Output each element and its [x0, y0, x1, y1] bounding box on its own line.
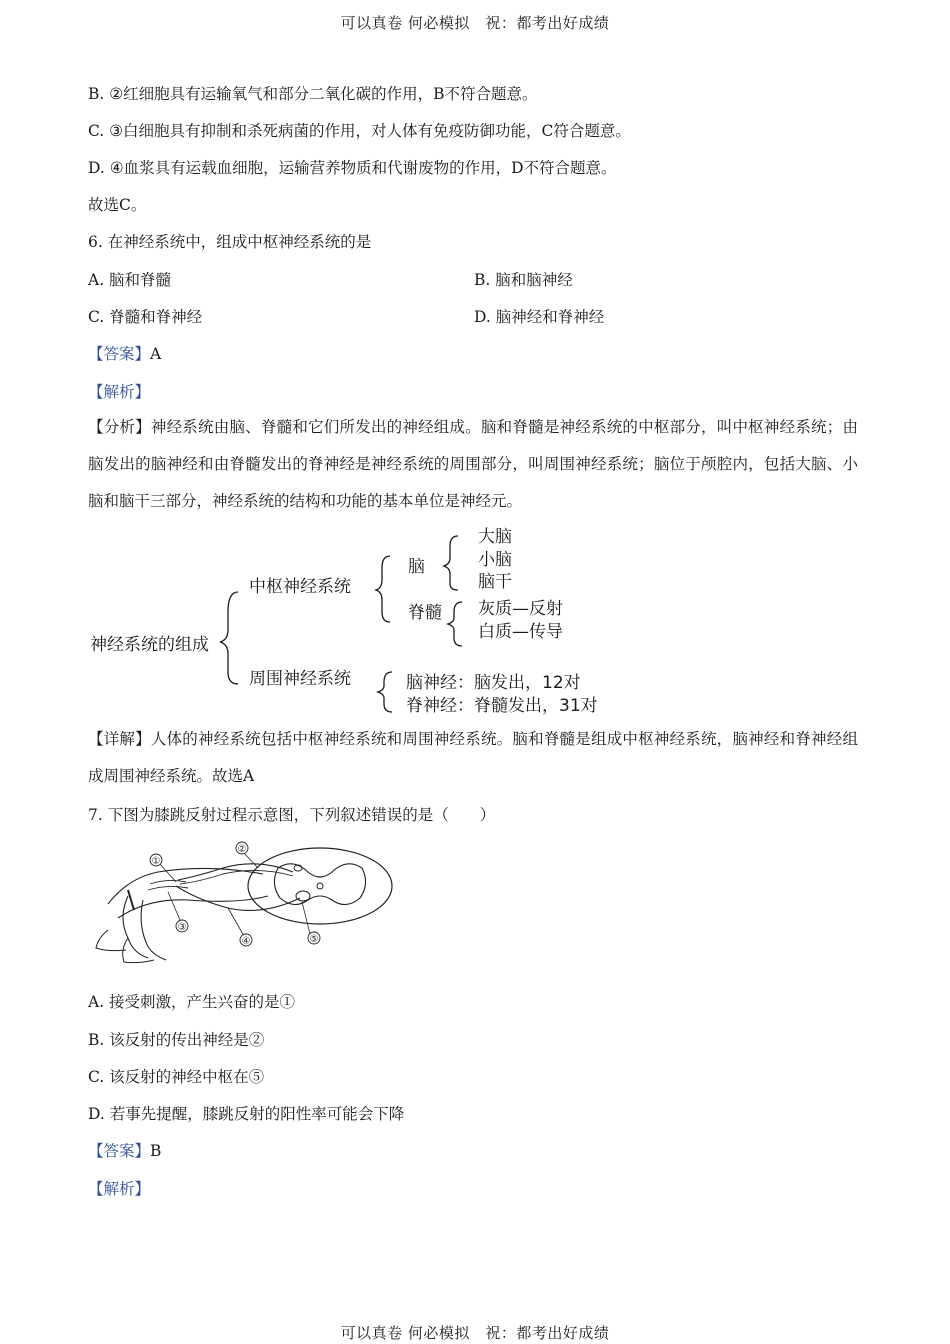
diagram-root: 神经系统的组成 — [90, 635, 209, 655]
diagram-spinal-part: 灰质—反射 — [478, 599, 563, 619]
q7-answer — [88, 1139, 161, 1161]
diagram-peripheral: 周围神经系统 — [249, 669, 351, 689]
figure-label: ① — [151, 856, 161, 867]
analysis-tag: 【解析】 — [88, 1180, 151, 1198]
q6-option-a: A. 脑和脊髓 — [88, 271, 172, 289]
analysis-tag: 【解析】 — [88, 383, 151, 401]
q6-option-b: B. 脑和脑神经 — [474, 271, 573, 289]
prev-option-b: B. ②红细胞具有运输氧气和部分二氧化碳的作用，B不符合题意。 — [88, 85, 538, 103]
q6-answer — [88, 342, 161, 364]
q6-stem: 6. 在神经系统中，组成中枢神经系统的是 — [88, 233, 372, 251]
nervous-system-diagram — [86, 522, 616, 722]
q7-option-c: C. 该反射的神经中枢在⑤ — [88, 1068, 265, 1086]
figure-label: ⑤ — [309, 934, 319, 945]
answer-tag: 【答案】 — [88, 345, 151, 363]
answer-tag: 【答案】 — [88, 1142, 151, 1160]
q7-stem: 7. 下图为膝跳反射过程示意图，下列叙述错误的是（ ） — [88, 806, 496, 824]
figure-label: ③ — [177, 922, 187, 933]
detail-tag: 【详解】 — [88, 730, 151, 748]
diagram-nerve: 脊神经：脊髓发出，31对 — [406, 696, 598, 716]
fenxi-tag: 【分析】 — [88, 418, 151, 436]
diagram-brain-part: 脑干 — [478, 572, 512, 592]
prev-option-c: C. ③白细胞具有抑制和杀死病菌的作用，对人体有免疫防御功能，C符合题意。 — [88, 122, 631, 140]
q7-analysis-tag — [88, 1177, 150, 1199]
q7-option-d: D. 若事先提醒，膝跳反射的阳性率可能会下降 — [88, 1105, 405, 1123]
diagram-nerve: 脑神经：脑发出，12对 — [406, 673, 581, 693]
figure-label: ② — [237, 844, 247, 855]
fenxi-text: 神经系统由脑、脊髓和它们所发出的神经组成。脑和脊髓是神经系统的中枢部分，叫中枢神经系统；由脑发出的脑神经和由脊髓发出的脊神经是神经系统的周围部分，叫周围神经系统；脑位于颅腔内，包括大脑、小脑和脑干三部分，神经系统的结构和功能的基本单位是神经元。 — [88, 418, 858, 510]
diagram-spinal-part: 白质—传导 — [478, 622, 563, 642]
answer-value: A — [150, 345, 162, 363]
q6-option-d: D. 脑神经和脊神经 — [474, 308, 605, 326]
diagram-spinal: 脊髓 — [408, 603, 442, 623]
q6-detail — [88, 721, 858, 795]
q6-analysis-tag — [88, 380, 150, 402]
answer-value: B — [150, 1142, 162, 1160]
prev-option-d: D. ④血浆具有运载血细胞，运输营养物质和代谢废物的作用，D不符合题意。 — [88, 159, 617, 177]
q7-option-a: A. 接受刺激，产生兴奋的是① — [88, 993, 296, 1011]
page-footer: 可以真卷 何必模拟 祝：都考出好成绩 — [340, 1324, 610, 1342]
prev-conclusion: 故选C。 — [88, 196, 147, 214]
page-header: 可以真卷 何必模拟 祝：都考出好成绩 — [340, 14, 610, 32]
q6-fenxi — [88, 409, 858, 520]
diagram-brain: 脑 — [408, 557, 425, 577]
detail-text: 人体的神经系统包括中枢神经系统和周围神经系统。脑和脊髓是组成中枢神经系统，脑神经和脊神经组成周围神经系统。故选A — [88, 730, 858, 785]
diagram-brain-part: 大脑 — [478, 527, 512, 547]
knee-jerk-reflex-figure — [88, 838, 398, 973]
q6-option-c: C. 脊髓和脊神经 — [88, 308, 203, 326]
diagram-brain-part: 小脑 — [478, 550, 512, 570]
diagram-central: 中枢神经系统 — [249, 577, 351, 597]
figure-label: ④ — [241, 936, 251, 947]
q7-option-b: B. 该反射的传出神经是② — [88, 1031, 265, 1049]
